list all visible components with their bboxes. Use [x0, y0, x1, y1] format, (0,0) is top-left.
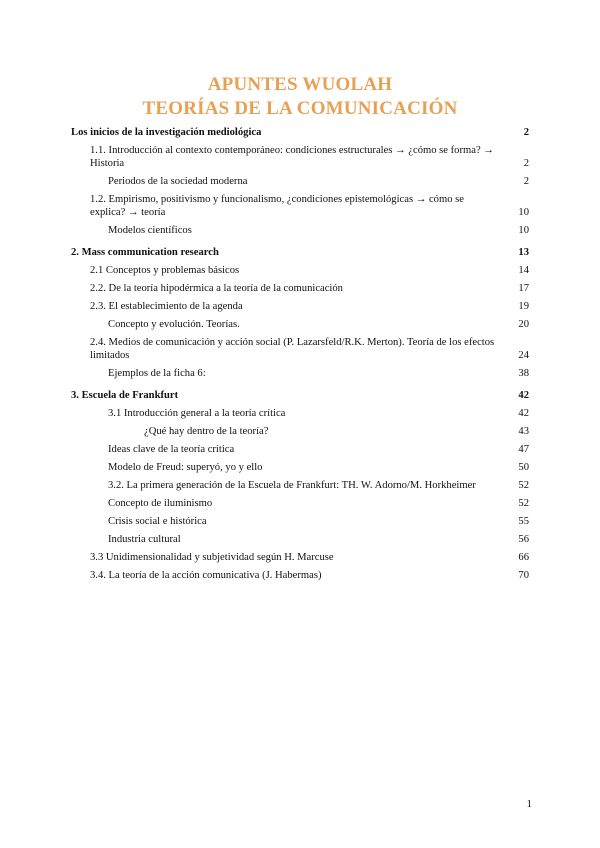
- toc-entry-page: 47: [518, 444, 529, 455]
- toc-entry-page: 56: [518, 534, 529, 545]
- toc-entry-text: 3.4. La teoría de la acción comunicativa (J. Habermas): [90, 570, 322, 581]
- toc-entry-page: 50: [518, 462, 529, 473]
- document-title-line1: APUNTES WUOLAH: [207, 74, 393, 95]
- document-title-line2: TEORÍAS DE LA COMUNICACIÓN: [142, 98, 458, 119]
- toc-entry-text: 3.3 Unidimensionalidad y subjetividad según H. Marcuse: [90, 552, 334, 563]
- toc-entry-page: 42: [518, 408, 529, 419]
- toc-entry[interactable]: [71, 389, 529, 402]
- toc-entry[interactable]: [71, 300, 529, 313]
- toc-entry-page: 2: [523, 127, 529, 138]
- toc-entry-text: Industria cultural: [108, 534, 181, 545]
- toc-entry[interactable]: [71, 175, 529, 188]
- toc-entry-text: Ideas clave de la teoría crítica: [108, 444, 235, 455]
- toc-entry[interactable]: [71, 336, 529, 362]
- toc-entry-page: 52: [518, 480, 529, 491]
- toc-entry-page: 2: [523, 158, 529, 169]
- table-of-contents: [71, 126, 529, 582]
- toc-entry-text: ¿Qué hay dentro de la teoría?: [144, 426, 269, 437]
- toc-entry[interactable]: [71, 461, 529, 474]
- toc-entry[interactable]: [71, 282, 529, 295]
- toc-entry-page: 10: [518, 207, 529, 218]
- toc-entry[interactable]: [71, 533, 529, 546]
- toc-entry[interactable]: [71, 126, 529, 139]
- toc-entry-text: 2.4. Medios de comunicación y acción social (P. Lazarsfeld/R.K. Merton). Teoría de los efectos limitados: [90, 337, 495, 361]
- toc-entry[interactable]: [71, 551, 529, 564]
- toc-entry-text: Concepto de iluminismo: [108, 498, 213, 509]
- toc-entry-text: 2.1 Conceptos y problemas básicos: [90, 265, 240, 276]
- toc-entry-text: Ejemplos de la ficha 6:: [108, 368, 206, 379]
- toc-entry[interactable]: [71, 569, 529, 582]
- toc-entry-page: 24: [518, 350, 529, 361]
- toc-entry-text: 2. Mass communication research: [71, 247, 219, 258]
- toc-entry[interactable]: [71, 264, 529, 277]
- toc-entry[interactable]: [71, 193, 529, 219]
- page-number: 1: [526, 798, 532, 810]
- toc-entry[interactable]: [71, 246, 529, 259]
- toc-entry-text: Los inicios de la investigación mediológica: [71, 127, 262, 138]
- toc-entry[interactable]: [71, 407, 529, 420]
- toc-entry-page: 10: [518, 225, 529, 236]
- toc-entry-page: 70: [518, 570, 529, 581]
- toc-entry[interactable]: [71, 224, 529, 237]
- toc-entry[interactable]: [71, 443, 529, 456]
- toc-entry-text: 1.2. Empirismo, positivismo y funcionalismo, ¿condiciones epistemológicas → cómo se explica? → teoría: [90, 194, 464, 218]
- toc-entry-page: 2: [523, 176, 529, 187]
- toc-entry-page: 17: [518, 283, 529, 294]
- toc-entry-page: 52: [518, 498, 529, 509]
- toc-entry-text: Modelos científicos: [108, 225, 192, 236]
- toc-entry-text: Periodos de la sociedad moderna: [108, 176, 248, 187]
- toc-entry-text: 3.1 Introducción general a la teoría crítica: [108, 408, 286, 419]
- toc-entry-text: Modelo de Freud: superyó, yo y ello: [108, 462, 263, 473]
- toc-entry-page: 13: [518, 247, 529, 258]
- toc-entry-text: 2.3. El establecimiento de la agenda: [90, 301, 243, 312]
- toc-entry-page: 55: [518, 516, 529, 527]
- toc-entry[interactable]: [71, 515, 529, 528]
- toc-entry-text: 2.2. De la teoría hipodérmica a la teoría de la comunicación: [90, 283, 343, 294]
- toc-entry-page: 14: [518, 265, 529, 276]
- toc-entry[interactable]: [71, 318, 529, 331]
- toc-entry[interactable]: [71, 497, 529, 510]
- toc-entry-text: Crisis social e histórica: [108, 516, 207, 527]
- toc-entry-page: 43: [518, 426, 529, 437]
- toc-entry-text: 1.1. Introducción al contexto contemporáneo: condiciones estructurales → ¿cómo se forma? → Historia: [90, 145, 494, 169]
- toc-entry-page: 20: [518, 319, 529, 330]
- toc-entry-page: 19: [518, 301, 529, 312]
- toc-entry-text: 3.2. La primera generación de la Escuela de Frankfurt: TH. W. Adorno/M. Horkheimer: [108, 480, 476, 491]
- toc-entry-text: 3. Escuela de Frankfurt: [71, 390, 179, 401]
- toc-entry-page: 42: [518, 390, 529, 401]
- toc-entry-text: Concepto y evolución. Teorías.: [108, 319, 240, 330]
- toc-entry[interactable]: [71, 367, 529, 380]
- toc-entry-page: 66: [518, 552, 529, 563]
- toc-entry-page: 38: [518, 368, 529, 379]
- toc-entry[interactable]: [71, 144, 529, 170]
- toc-entry[interactable]: [71, 425, 529, 438]
- toc-entry[interactable]: [71, 479, 529, 492]
